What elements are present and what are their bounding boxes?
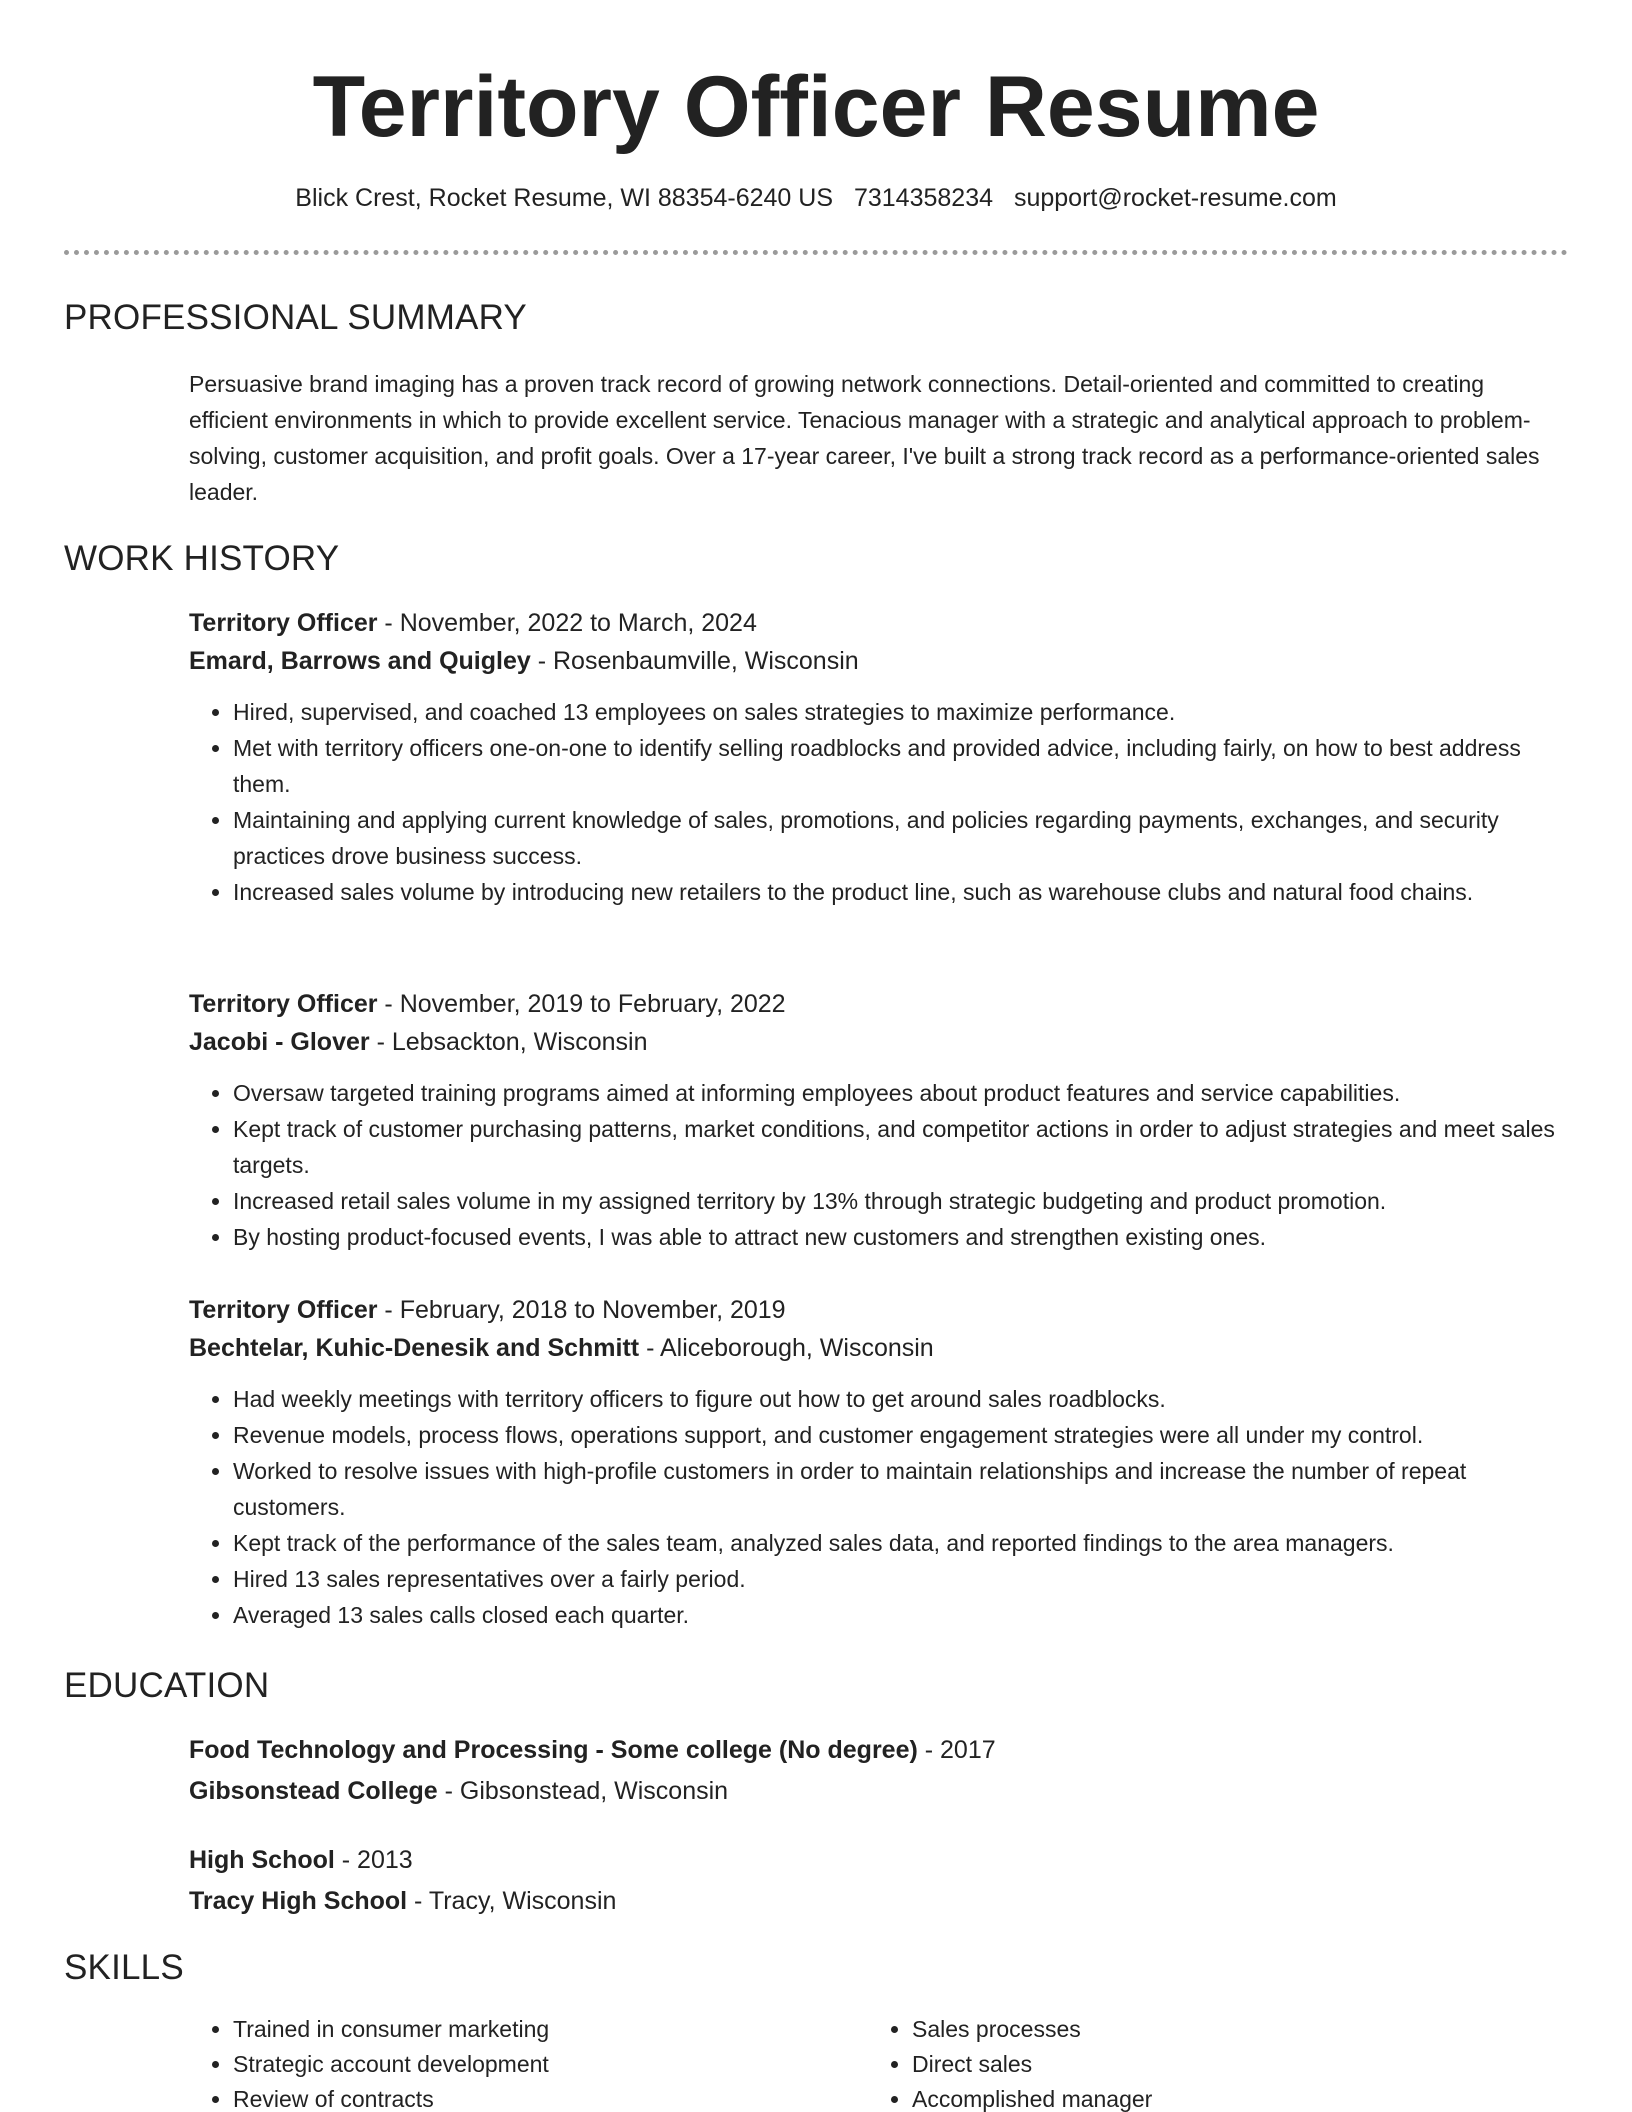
job-title-line	[189, 604, 1559, 642]
job-location: - Aliceborough, Wisconsin	[639, 1334, 934, 1362]
job-title: Territory Officer	[189, 990, 378, 1018]
skill-item: • Direct sales	[912, 2047, 1512, 2082]
job-bullet: • Maintaining and applying current knowledge of sales, promotions, and policies regarding payments, exchanges, and security practices drove business success.	[233, 802, 1559, 874]
resume-title: Territory Officer Resume	[312, 59, 1320, 155]
skills-column-1	[189, 2012, 833, 2112]
job-entry	[189, 985, 1559, 1255]
skills-column-2	[868, 2012, 1512, 2112]
job-bullet: • Worked to resolve issues with high-profile customers in order to maintain relationships and increase the number of repeat customers.	[233, 1453, 1559, 1525]
job-location: - Rosenbaumville, Wisconsin	[530, 647, 859, 675]
education-school: Gibsonstead College	[189, 1777, 438, 1805]
job-bullet: • Averaged 13 sales calls closed each quarter.	[233, 1597, 1559, 1633]
education-year: - 2017	[917, 1736, 996, 1764]
job-company-line	[189, 1023, 1559, 1061]
job-company: Jacobi - Glover	[189, 1028, 370, 1056]
education-entry	[189, 1841, 1559, 1920]
job-title: Territory Officer	[189, 609, 378, 637]
job-bullet: • By hosting product-focused events, I was able to attract new customers and strengthen existing ones.	[233, 1219, 1559, 1255]
education-degree: Food Technology and Processing - Some college (No degree)	[189, 1736, 918, 1764]
job-bullet: • Met with territory officers one-on-one to identify selling roadblocks and provided advice, including fairly, on how to best address them.	[233, 730, 1559, 802]
job-bullet: • Hired 13 sales representatives over a fairly period.	[233, 1561, 1559, 1597]
education-location: - Gibsonstead, Wisconsin	[437, 1777, 729, 1805]
contact-address: Blick Crest, Rocket Resume, WI 88354-6240 US	[295, 184, 834, 212]
job-bullet: • Hired, supervised, and coached 13 employees on sales strategies to maximize performance.	[233, 694, 1559, 730]
job-title-line	[189, 985, 1559, 1023]
skill-item: • Strategic account development	[233, 2047, 833, 2082]
section-heading-summary: PROFESSIONAL SUMMARY	[64, 298, 527, 337]
education-degree-line	[189, 1841, 1559, 1879]
skills-list	[189, 2012, 1559, 2112]
section-heading-work: WORK HISTORY	[64, 539, 340, 578]
contact-phone: 7314358234	[853, 184, 994, 212]
job-company: Bechtelar, Kuhic-Denesik and Schmitt	[189, 1334, 640, 1362]
skill-item: • Review of contracts	[233, 2082, 833, 2112]
education-school-line	[189, 1772, 1559, 1810]
education-year: - 2013	[334, 1846, 413, 1874]
skill-item: • Sales processes	[912, 2012, 1512, 2047]
job-dates: - November, 2022 to March, 2024	[377, 609, 757, 637]
job-entry	[189, 604, 1559, 910]
job-bullet: • Increased sales volume by introducing new retailers to the product line, such as warehouse clubs and natural food chains.	[233, 874, 1559, 910]
job-dates: - November, 2019 to February, 2022	[377, 990, 786, 1018]
education-degree: High School	[189, 1846, 335, 1874]
education-school-line	[189, 1882, 1559, 1920]
job-location: - Lebsackton, Wisconsin	[369, 1028, 648, 1056]
header-divider	[64, 250, 1568, 255]
summary-text: Persuasive brand imaging has a proven track record of growing network connections. Detail-oriented and committed to creating efficient environments in which to provide excellent service. Tenacious manager with a strategic and analytical approach to problem-solving, customer acquisition, and profit goals. Over a 17-year career, I've built a strong track record as a performance-oriented sales leader.	[189, 371, 1540, 505]
job-dates: - February, 2018 to November, 2019	[377, 1296, 786, 1324]
job-title: Territory Officer	[189, 1296, 378, 1324]
job-bullet: • Kept track of the performance of the sales team, analyzed sales data, and reported findings to the area managers.	[233, 1525, 1559, 1561]
education-entry	[189, 1731, 1559, 1810]
job-bullet: • Had weekly meetings with territory officers to figure out how to get around sales roadblocks.	[233, 1381, 1559, 1417]
job-company-line	[189, 1329, 1559, 1367]
job-title-line	[189, 1291, 1559, 1329]
job-bullet: • Increased retail sales volume in my assigned territory by 13% through strategic budgeting and product promotion.	[233, 1183, 1559, 1219]
job-company-line	[189, 642, 1559, 680]
education-location: - Tracy, Wisconsin	[407, 1887, 617, 1915]
section-heading-education: EDUCATION	[64, 1666, 270, 1705]
education-degree-line	[189, 1731, 1559, 1769]
contact-line	[0, 178, 1632, 218]
job-entry	[189, 1291, 1559, 1633]
job-bullet: • Revenue models, process flows, operations support, and customer engagement strategies were all under my control.	[233, 1417, 1559, 1453]
section-heading-skills: SKILLS	[64, 1948, 184, 1987]
education-school: Tracy High School	[189, 1887, 408, 1915]
job-bullets	[189, 694, 1559, 910]
skill-item: • Accomplished manager	[912, 2082, 1512, 2112]
job-bullets	[189, 1075, 1559, 1255]
job-bullet: • Oversaw targeted training programs aimed at informing employees about product features and service capabilities.	[233, 1075, 1559, 1111]
skill-item: • Trained in consumer marketing	[233, 2012, 833, 2047]
contact-email: support@rocket-resume.com	[1013, 184, 1337, 212]
job-bullet: • Kept track of customer purchasing patterns, market conditions, and competitor actions in order to adjust strategies and meet sales targets.	[233, 1111, 1559, 1183]
job-bullets	[189, 1381, 1559, 1633]
job-company: Emard, Barrows and Quigley	[189, 647, 531, 675]
